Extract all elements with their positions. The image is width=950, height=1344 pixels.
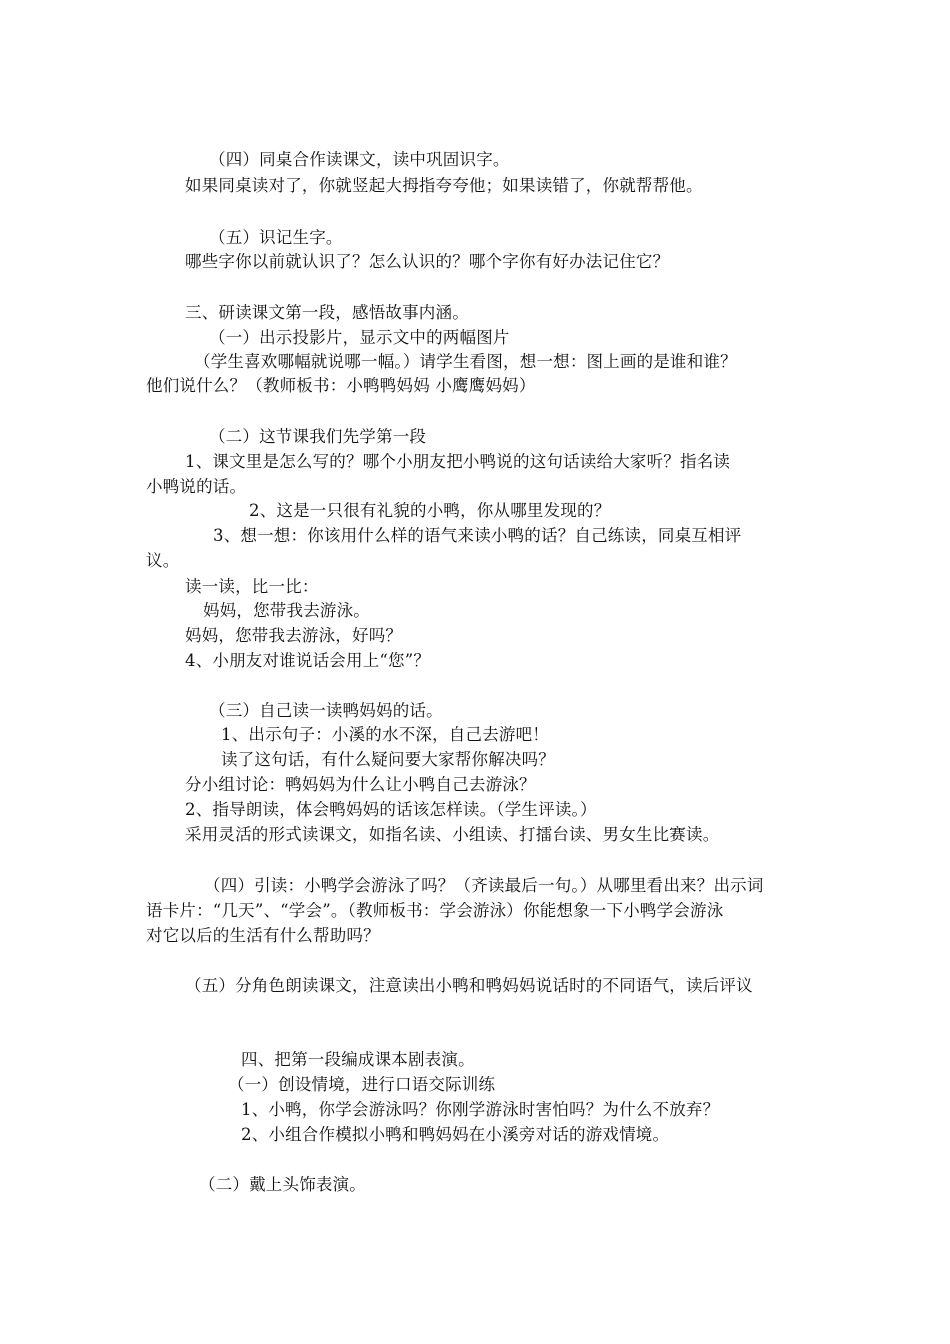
text-line: 采用灵活的形式读课文，如指名读、小组读、打擂台读、男女生比赛读。 — [185, 825, 720, 844]
text-line: 2、指导朗读，体会鸭妈妈的话该怎样读。（学生评读。） — [185, 800, 597, 819]
text-line: （五）分角色朗读课文，注意读出小鸭和鸭妈妈说话时的不同语气，读后评议 — [185, 976, 753, 995]
text-line: 1、课文里是怎么写的？哪个小朋友把小鸭说的这句话读给大家听？指名读 — [185, 452, 731, 471]
text-line: 如果同桌读对了，你就竖起大拇指夸夸他；如果读错了，你就帮帮他。 — [185, 176, 703, 195]
text-line: 读了这句话，有什么疑问要大家帮你解决吗？ — [221, 750, 555, 769]
text-line: 小鸭说的话。 — [146, 477, 247, 496]
text-line: 妈妈，您带我去游泳。 — [203, 601, 370, 620]
text-line: （二）这节课我们先学第一段 — [209, 427, 427, 446]
text-line: （四）同桌合作读课文，读中巩固识字。 — [209, 150, 510, 169]
text-line: （五）识记生字。 — [209, 228, 343, 247]
text-line: 3、想一想：你该用什么样的语气来读小鸭的话？自己练读，同桌互相评 — [213, 526, 742, 545]
text-line: （三）自己读一读鸭妈妈的话。 — [209, 701, 443, 720]
text-line: 1、出示句子：小溪的水不深，自己去游吧！ — [221, 725, 549, 744]
text-line: （学生喜欢哪幅就说哪一幅。）请学生看图，想一想：图上画的是谁和谁？ — [194, 352, 737, 371]
text-line: （一）创设情境，进行口语交际训练 — [228, 1075, 496, 1094]
text-line: 4、小朋友对谁说话会用上“您”？ — [185, 651, 431, 670]
section-heading: 三、研读课文第一段，感悟故事内涵。 — [185, 303, 469, 322]
text-line: 2、这是一只很有礼貌的小鸭，你从哪里发现的？ — [249, 501, 611, 520]
text-line: 语卡片：“几天”、“学会”。（教师板书：学会游泳）你能想象一下小鸭学会游泳 — [146, 901, 724, 920]
text-line: 1、小鸭，你学会游泳吗？你刚学游泳时害怕吗？为什么不放弃？ — [241, 1100, 720, 1119]
text-line: （一）出示投影片，显示文中的两幅图片 — [209, 328, 510, 347]
section-heading: 四、把第一段编成课本剧表演。 — [241, 1050, 475, 1069]
text-line: 分小组讨论：鸭妈妈为什么让小鸭自己去游泳？ — [185, 775, 536, 794]
text-line: 读一读，比一比： — [185, 577, 319, 596]
text-line: 议。 — [146, 551, 180, 570]
text-line: 妈妈，您带我去游泳，好吗？ — [185, 626, 403, 645]
text-line: 对它以后的生活有什么帮助吗？ — [146, 926, 380, 945]
text-line: 哪些字你以前就认识了？怎么认识的？哪个字你有好办法记住它？ — [185, 252, 670, 271]
text-line: 他们说什么？（教师板书：小鸭鸭妈妈 小鹰鹰妈妈） — [146, 376, 536, 395]
text-line: （二）戴上头饰表演。 — [199, 1175, 366, 1194]
text-line: 2、小组合作模拟小鸭和鸭妈妈在小溪旁对话的游戏情境。 — [241, 1125, 670, 1144]
text-line: （四）引读：小鸭学会游泳了吗？（齐读最后一句。）从哪里看出来？出示词 — [204, 876, 764, 895]
